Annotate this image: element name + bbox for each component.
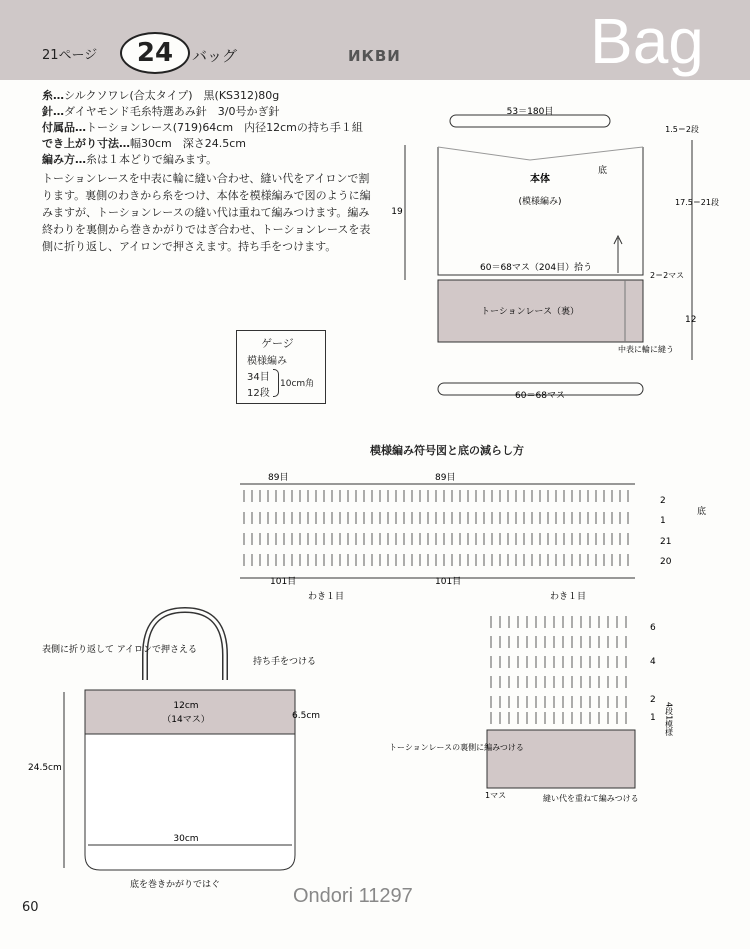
row-21: 21 — [660, 537, 672, 547]
method-line: 編み方…糸は１本どりで編みます。 — [42, 153, 218, 166]
lace-label: トーションレース（裏） — [481, 307, 579, 317]
lace-width-label: 60＝68マス — [515, 391, 565, 401]
gauge-stitches: 34目 — [247, 372, 270, 383]
bottom-note: 底を巻きかがりではぐ — [130, 880, 221, 890]
right-dim-17-5: 17.5＝21段 — [675, 198, 719, 207]
yarn-line: 糸…シルクソワレ(合太タイプ) 黒(KS312)80g — [42, 89, 280, 102]
pattern-number: 24 — [120, 32, 190, 74]
lace-chart — [385, 612, 685, 812]
fold-note: 表側に折り返して アイロンで押さえる — [42, 645, 198, 655]
body-sub-label: (模様編み) — [518, 197, 562, 207]
gauge-title: ゲージ — [261, 337, 294, 350]
bag-height: 24.5cm — [28, 763, 62, 773]
stitch-count-89-left: 89目 — [268, 473, 289, 483]
gauge-box — [236, 330, 326, 404]
row-2: 2 — [660, 496, 666, 506]
bag-illustration — [20, 600, 340, 900]
header-watermark: ИКВИ — [348, 47, 401, 65]
row-1: 1 — [660, 516, 666, 526]
stitch-count-89-right: 89目 — [435, 473, 456, 483]
stitch-count-101-right: 101目 — [435, 577, 462, 587]
pickup-label: 60＝68マス（204目）拾う — [480, 263, 593, 273]
top-width-label: 53＝180目 — [506, 107, 554, 117]
page-title: Bag — [590, 5, 704, 77]
page-number: 60 — [22, 900, 39, 915]
lace-note: トーションレースの裏側に編みつける — [389, 743, 524, 752]
stitch-chart — [230, 468, 720, 608]
gauge-pattern: 模様編み — [247, 356, 287, 367]
bag-width: 30cm — [173, 834, 199, 844]
side-stitch-right: わき１目 — [550, 592, 587, 602]
gauge-rows: 12段 — [247, 388, 270, 399]
row-20: 20 — [660, 557, 672, 567]
accessories-line: 付属品…トーションレース(719)64cm 内径12cmの持ち手１組 — [42, 121, 363, 134]
stitch-count-101-left: 101目 — [270, 577, 297, 587]
body-label: 本体 — [530, 174, 550, 185]
item-name: バッグ — [192, 47, 238, 65]
right-dim-1-5: 1.5＝2段 — [665, 125, 699, 134]
handle-gap: 12cm — [173, 701, 199, 711]
page-reference: 21ページ — [42, 48, 98, 63]
row-2b: 2 — [650, 695, 656, 705]
handle-gap-sub: （14マス） — [162, 715, 210, 725]
height-total: 19 — [391, 207, 403, 217]
bottom-label: 底 — [598, 166, 608, 176]
row-6: 6 — [650, 623, 656, 633]
bag-schematic — [380, 100, 750, 420]
footer-watermark: Ondori 11297 — [293, 885, 413, 907]
handle-note: 持ち手をつける — [253, 657, 317, 667]
repeat-label: 4段1模様 — [664, 702, 674, 737]
chart-title: 模様編み符号図と底の減らし方 — [370, 444, 524, 457]
needle-line: 針…ダイヤモンド毛糸特選あみ針 3/0号かぎ針 — [42, 105, 280, 118]
instructions-text: トーションレースを中表に輪に縫い合わせ、縫い代をアイロンで割ります。裏側のわきから糸をつけ、本体を模様編みで図のように編みますが、トーションレースの縫い代は重ねて編みつけます。編み終わりを裏側から巻きかがりではぎ合わせ、トーションレースを表側に折り返し、アイロンで押さえます。持ち手をつけます。 — [42, 172, 371, 253]
row-1b: 1 — [650, 713, 656, 723]
row-4: 4 — [650, 657, 656, 667]
fold-height: 6.5cm — [292, 711, 321, 721]
right-dim-12: 12 — [685, 315, 697, 325]
bottom-tag: 底 — [697, 507, 707, 517]
seam-allowance-note: 縫い代を重ねて編みつける — [543, 794, 639, 803]
finished-size-line: でき上がり寸法…幅30cm 深さ24.5cm — [42, 137, 247, 150]
seam-note: 中表に輪に縫う — [618, 345, 674, 354]
right-dim-2: 2＝2マス — [650, 271, 685, 280]
gauge-size: 10cm角 — [280, 379, 315, 389]
one-square-label: 1マス — [485, 791, 507, 800]
side-stitch-left: わき１目 — [308, 592, 345, 602]
